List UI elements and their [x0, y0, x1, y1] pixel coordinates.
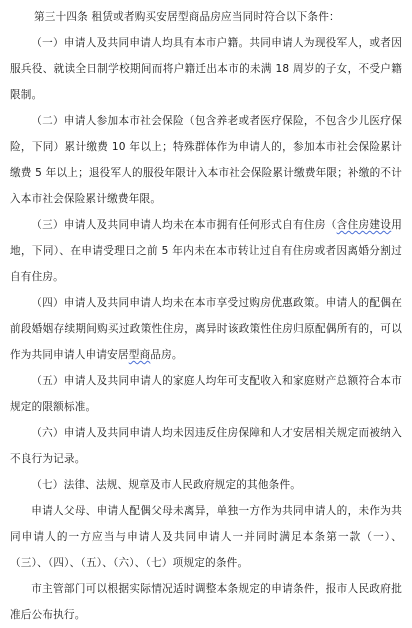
condition-3-text-c: 用地，下同）、在申请受理日之前 5 年内未在本市转让过自有住房或者因离婚分割过自有住房。	[10, 219, 402, 283]
condition-4	[10, 290, 402, 368]
paragraph-adjustment: 市主管部门可以根据实际情况适时调整本条规定的申请条件，报市人民政府批准后公布执行。	[10, 583, 402, 621]
spellcheck-underline: 含住房建设	[336, 219, 392, 231]
paragraph-parents: 申请人父母、申请人配偶父母未离异，单独一方作为共同申请人的，未作为共同申请人的一方应当与申请人及共同申请人一并同时满足本条第一款（一）、（三）、（四）、（五）、（六）、（七）项规定的条件。	[10, 505, 402, 569]
condition-3	[10, 212, 402, 290]
condition-6: （六）申请人及共同申请人均未因违反住房保障和人才安居相关规定而被纳入不良行为记录。	[10, 427, 402, 465]
article-heading: 第三十四条 租赁或者购买安居型商品房应当同时符合以下条件：	[34, 11, 340, 23]
condition-2	[10, 108, 402, 212]
condition-5: （五）申请人及共同申请人的家庭人均年可支配收入和家庭财产总额符合本市规定的限额标准。	[10, 375, 402, 413]
condition-4-text-c: 品房。	[150, 349, 183, 361]
condition-7: （七）法律、法规、规章及市人民政府规定的其他条件。	[31, 479, 302, 491]
condition-2-text: （二）申请人参加本市社会保险（包含养老或者医疗保险，不包含少儿医疗保险，下同）累计缴费 10 年以上；特殊群体作为申请人的，参加本市社会保险累计缴费 5 年以上；退役军人的服役年限计入本市社会保险累计缴费年限；补缴的不计入本市社会保险累计缴费年限。	[10, 115, 402, 205]
condition-3-text-a: （三）申请人及共同申请人均未在本市拥有任何形式自有住房（	[31, 219, 337, 231]
condition-4-text-a: （四）申请人及共同申请人均未在本市享受过购房优惠政策。申请人的配偶在前段婚姻存续期间购买过政策性住房，离异时该政策性住房归原配偶所有的，可以作为共同申请人申请安居	[10, 297, 402, 361]
condition-1: （一）申请人及共同申请人均具有本市户籍。共同申请人为现役军人，或者因服兵役、就读全日制学校期间而将户籍迁出本市的未满 18 周岁的子女，不受户籍限制。	[10, 37, 402, 101]
spellcheck-underline-2: 型商	[128, 349, 151, 361]
